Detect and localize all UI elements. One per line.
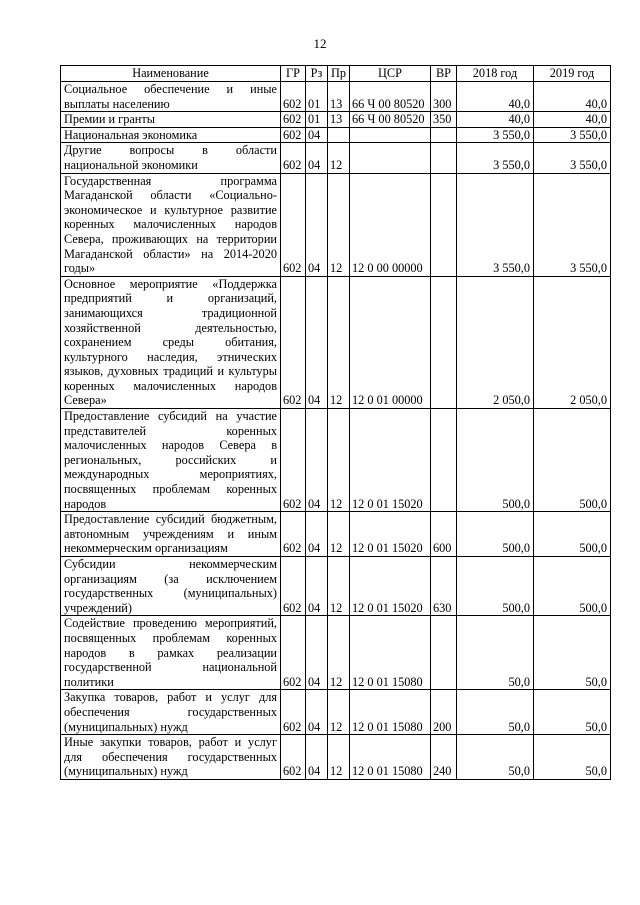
cell-rz: 04 xyxy=(306,143,328,173)
cell-vr xyxy=(431,616,457,690)
cell-2018: 50,0 xyxy=(457,690,534,735)
table-row xyxy=(61,616,611,690)
cell-2018: 500,0 xyxy=(457,512,534,557)
table-row xyxy=(61,276,611,408)
cell-pr: 12 xyxy=(328,735,350,780)
header-2018: 2018 год xyxy=(457,66,534,82)
cell-2019: 2 050,0 xyxy=(534,276,611,408)
cell-2019: 40,0 xyxy=(534,82,611,112)
cell-gr: 602 xyxy=(281,173,306,276)
page-number: 12 xyxy=(313,36,327,51)
cell-2018: 3 550,0 xyxy=(457,173,534,276)
cell-name: Премии и гранты xyxy=(61,112,281,128)
cell-gr: 602 xyxy=(281,557,306,616)
cell-pr: 13 xyxy=(328,82,350,112)
cell-gr: 602 xyxy=(281,512,306,557)
table-row xyxy=(61,735,611,780)
cell-csr xyxy=(350,143,431,173)
cell-2019: 40,0 xyxy=(534,112,611,128)
cell-rz: 04 xyxy=(306,616,328,690)
cell-2019: 50,0 xyxy=(534,616,611,690)
header-vr: ВР xyxy=(431,66,457,82)
cell-csr: 12 0 01 00000 xyxy=(350,276,431,408)
table-row xyxy=(61,173,611,276)
cell-csr: 66 Ч 00 80520 xyxy=(350,112,431,128)
cell-2018: 3 550,0 xyxy=(457,143,534,173)
header-pr: Пр xyxy=(328,66,350,82)
cell-name: Основное мероприятие «Поддержка предприятий и организаций, занимающихся традиционной хозяйственной деятельностью, сохранением среды обитания, культурного наследия, этнических языков, духовных традиций и культуры коренных малочисленных народов Севера» xyxy=(61,276,281,408)
table-row xyxy=(61,112,611,128)
cell-gr: 602 xyxy=(281,690,306,735)
table-row xyxy=(61,690,611,735)
cell-rz: 04 xyxy=(306,409,328,512)
cell-vr: 350 xyxy=(431,112,457,128)
cell-csr: 12 0 00 00000 xyxy=(350,173,431,276)
cell-vr: 240 xyxy=(431,735,457,780)
cell-name: Предоставление субсидий на участие представителей коренных малочисленных народов Севера в региональных, российских и международных мероприятиях, посвященных проблемам коренных народов xyxy=(61,409,281,512)
cell-pr: 12 xyxy=(328,616,350,690)
cell-2019: 3 550,0 xyxy=(534,143,611,173)
cell-pr: 13 xyxy=(328,112,350,128)
cell-csr: 66 Ч 00 80520 xyxy=(350,82,431,112)
table-row xyxy=(61,512,611,557)
cell-gr: 602 xyxy=(281,112,306,128)
header-rz: Рз xyxy=(306,66,328,82)
table-row xyxy=(61,557,611,616)
cell-2018: 500,0 xyxy=(457,409,534,512)
cell-pr: 12 xyxy=(328,173,350,276)
cell-csr: 12 0 01 15020 xyxy=(350,557,431,616)
cell-name: Закупка товаров, работ и услуг для обеспечения государственных (муниципальных) нужд xyxy=(61,690,281,735)
header-row xyxy=(61,66,611,82)
cell-name: Субсидии некоммерческим организациям (за исключением государственных (муниципальных) учреждений) xyxy=(61,557,281,616)
cell-csr: 12 0 01 15020 xyxy=(350,409,431,512)
cell-vr xyxy=(431,143,457,173)
cell-2018: 40,0 xyxy=(457,112,534,128)
cell-2019: 500,0 xyxy=(534,512,611,557)
cell-2019: 50,0 xyxy=(534,735,611,780)
cell-vr xyxy=(431,276,457,408)
cell-csr: 12 0 01 15020 xyxy=(350,512,431,557)
cell-pr: 12 xyxy=(328,557,350,616)
cell-rz: 04 xyxy=(306,173,328,276)
cell-vr: 600 xyxy=(431,512,457,557)
table-row xyxy=(61,143,611,173)
cell-rz: 01 xyxy=(306,82,328,112)
cell-rz: 04 xyxy=(306,276,328,408)
cell-vr xyxy=(431,173,457,276)
cell-csr: 12 0 01 15080 xyxy=(350,616,431,690)
header-csr: ЦСР xyxy=(350,66,431,82)
cell-2019: 500,0 xyxy=(534,409,611,512)
cell-name: Другие вопросы в области национальной экономики xyxy=(61,143,281,173)
table-row xyxy=(61,409,611,512)
cell-2018: 500,0 xyxy=(457,557,534,616)
cell-2019: 3 550,0 xyxy=(534,127,611,143)
table-row xyxy=(61,127,611,143)
cell-name: Предоставление субсидий бюджетным, автономным учреждениям и иным некоммерческим организациям xyxy=(61,512,281,557)
cell-pr: 12 xyxy=(328,143,350,173)
header-2019: 2019 год xyxy=(534,66,611,82)
cell-pr xyxy=(328,127,350,143)
cell-vr xyxy=(431,409,457,512)
cell-rz: 04 xyxy=(306,690,328,735)
header-gr: ГР xyxy=(281,66,306,82)
cell-rz: 04 xyxy=(306,512,328,557)
cell-pr: 12 xyxy=(328,276,350,408)
cell-vr xyxy=(431,127,457,143)
cell-name: Содействие проведению мероприятий, посвященных проблемам коренных народов в рамках реализации государственной национальной политики xyxy=(61,616,281,690)
cell-name: Иные закупки товаров, работ и услуг для обеспечения государственных (муниципальных) нужд xyxy=(61,735,281,780)
cell-name: Социальное обеспечение и иные выплаты населению xyxy=(61,82,281,112)
table-row xyxy=(61,82,611,112)
cell-2019: 500,0 xyxy=(534,557,611,616)
cell-gr: 602 xyxy=(281,82,306,112)
cell-2018: 50,0 xyxy=(457,735,534,780)
cell-rz: 04 xyxy=(306,557,328,616)
cell-name: Национальная экономика xyxy=(61,127,281,143)
cell-2019: 50,0 xyxy=(534,690,611,735)
cell-2018: 2 050,0 xyxy=(457,276,534,408)
cell-gr: 602 xyxy=(281,616,306,690)
cell-csr: 12 0 01 15080 xyxy=(350,690,431,735)
cell-2018: 50,0 xyxy=(457,616,534,690)
cell-csr xyxy=(350,127,431,143)
cell-pr: 12 xyxy=(328,690,350,735)
cell-gr: 602 xyxy=(281,409,306,512)
cell-vr: 200 xyxy=(431,690,457,735)
cell-2018: 3 550,0 xyxy=(457,127,534,143)
cell-rz: 01 xyxy=(306,112,328,128)
cell-rz: 04 xyxy=(306,127,328,143)
header-name: Наименование xyxy=(61,66,281,82)
budget-table xyxy=(60,65,611,780)
cell-pr: 12 xyxy=(328,409,350,512)
cell-gr: 602 xyxy=(281,127,306,143)
cell-gr: 602 xyxy=(281,735,306,780)
cell-vr: 630 xyxy=(431,557,457,616)
cell-name: Государственная программа Магаданской области «Социально-экономическое и культурное развитие коренных малочисленных народов Севера, проживающих на территории Магаданской области» на 2014-2020 годы» xyxy=(61,173,281,276)
cell-gr: 602 xyxy=(281,143,306,173)
cell-rz: 04 xyxy=(306,735,328,780)
cell-2018: 40,0 xyxy=(457,82,534,112)
cell-pr: 12 xyxy=(328,512,350,557)
cell-csr: 12 0 01 15080 xyxy=(350,735,431,780)
cell-2019: 3 550,0 xyxy=(534,173,611,276)
cell-gr: 602 xyxy=(281,276,306,408)
cell-vr: 300 xyxy=(431,82,457,112)
